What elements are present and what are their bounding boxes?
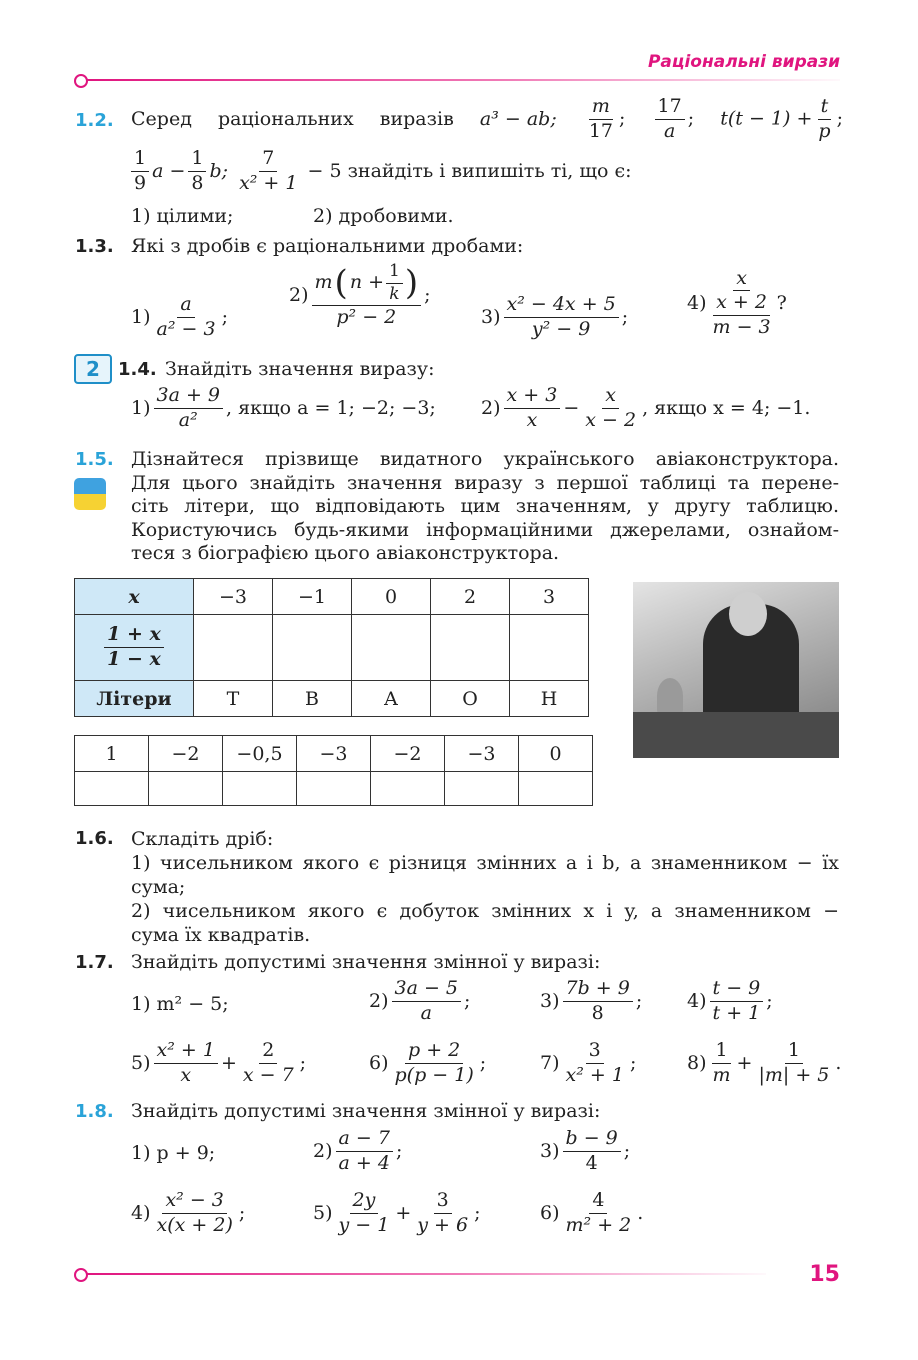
table-cell: Т (194, 681, 273, 717)
item: 1) 3a + 9 a² , якщо a = 1; −2; −3; (131, 384, 436, 431)
table-cell (431, 615, 510, 681)
table-cell (297, 772, 371, 806)
exercise-number: 1.8. (75, 1101, 114, 1122)
table-cell: В (273, 681, 352, 717)
fraction: $\frac{x}{x - 2}$ (585, 384, 637, 431)
table-cell: −3 (194, 579, 273, 615)
table-header: $\frac{1 + x}{1 - x}$ (75, 615, 194, 681)
header-line-dot (74, 74, 88, 88)
table-cell (510, 615, 589, 681)
option: 1) цілими; (131, 205, 234, 227)
item: 2) x + 3 x − $\frac{x}{x - 2}$ , якщо x = 4; −1. (481, 384, 811, 431)
expression: a − (152, 160, 186, 183)
table-cell (75, 772, 149, 806)
fraction: x + 3 x (504, 385, 561, 432)
table-cell (371, 772, 445, 806)
fraction: a a² − 3 (156, 293, 216, 340)
table-cell: О (431, 681, 510, 717)
table-header: Літери (75, 681, 194, 717)
expression: t(t − 1) + (720, 107, 813, 130)
item: 1) p + 9; (131, 1142, 216, 1164)
values-table (74, 578, 589, 717)
option: 2) дробовими. (313, 205, 454, 227)
item: 3) x² − 4x + 5 y² − 9 ; (481, 293, 629, 340)
expression: a³ − ab; (479, 108, 557, 131)
item: 3) b − 9 4 ; (540, 1127, 631, 1174)
header-line (86, 79, 840, 81)
table-cell (273, 615, 352, 681)
item: 4) x² − 3 x(x + 2) ; (131, 1189, 246, 1236)
exercise-1-2-line-2 (131, 148, 632, 195)
fraction: x x + 2 m − 3 (712, 267, 771, 338)
table-cell: 0 (519, 736, 593, 772)
item: 2) m ( n + $\frac{1}{k}$ ) p² − 2 ; (289, 261, 431, 329)
table-cell: А (352, 681, 431, 717)
page-number: 15 (809, 1262, 840, 1287)
text: Серед (131, 108, 192, 131)
fraction: x² − 4x + 5 y² − 9 (504, 294, 619, 341)
item: 1) m² − 5; (131, 993, 229, 1015)
fraction: $\frac{1}{8}$ (188, 148, 206, 195)
text: раціональних (218, 108, 354, 131)
table-cell: −3 (297, 736, 371, 772)
item: 6) p + 2 p(p − 1) ; (369, 1039, 487, 1086)
table-cell (194, 615, 273, 681)
table-cell (223, 772, 297, 806)
fraction: m ( n + $\frac{1}{k}$ ) p² − 2 (312, 262, 422, 329)
fraction: $\frac{17}{a}$ (655, 96, 685, 143)
table-cell (445, 772, 519, 806)
exercise-number: 1.2. (75, 110, 114, 131)
item: 8) 1 m + 1 |m| + 5 . (687, 1039, 842, 1086)
table-cell: −0,5 (223, 736, 297, 772)
item: 4) t − 9 t + 1 ; (687, 977, 773, 1024)
item: 4) x x + 2 m − 3 ? (687, 267, 787, 338)
item: 7) 3 x² + 1 ; (540, 1039, 637, 1086)
expression: b; (209, 160, 229, 183)
item: 5) 2y y − 1 + 3 y + 6 ; (313, 1189, 481, 1236)
answer-table (74, 735, 593, 806)
footer-line-dot (74, 1268, 88, 1282)
table-cell: 1 (75, 736, 149, 772)
item: 2) a − 7 a + 4 ; (313, 1127, 403, 1174)
text: виразів (379, 108, 454, 131)
table-cell: 3 (510, 579, 589, 615)
table-cell (519, 772, 593, 806)
exercise-number: 1.3. (75, 236, 114, 257)
table-cell: −3 (445, 736, 519, 772)
ukraine-flag-icon (74, 478, 106, 510)
fraction: 7 x² + 1 (239, 147, 298, 194)
section-title: Раціональні вирази (647, 52, 840, 72)
exercise-number: 1.6. (75, 828, 114, 849)
table-cell: Н (510, 681, 589, 717)
portrait-photo (633, 582, 839, 758)
exercise-text: Знайдіть допустимі значення змінної у виразі: (131, 951, 601, 973)
item: 2) 3a − 5 a ; (369, 977, 471, 1024)
exercise-1-2-line-1: Серед раціональних виразів a³ − ab; $\frac{m}{17}$ ; $\frac{17}{a}$ ; t(t − 1) + $\frac{t}{p}$ ; (131, 95, 843, 142)
exercise-text: Дізнайтеся прізвище видатного українського авіаконструктора. Для цього знайдіть значення виразу з першої таблиці та перене- сіть літери, що відповідають цим значенням, у другу таблицю. Користуючись будь-якими інформаційними джерелами, ознайом- теся з біографією цього авіаконструктора. (131, 448, 839, 564)
level-badge: 2 (74, 354, 112, 384)
item: 6) 4 m² + 2 . (540, 1189, 644, 1236)
table-cell: −2 (371, 736, 445, 772)
text: − 5 знайдіть і випишіть ті, що є: (307, 160, 632, 183)
exercise-number: 1.5. (75, 449, 114, 470)
fraction: $\frac{m}{17}$ (588, 95, 614, 142)
exercise-text: Складіть дріб: 1) чисельником якого є різниця змінних a і b, а знаменником − їх сума; 2) чисельником якого є добуток змінних x і y, а знаменником − сума їх квадратів. (131, 828, 839, 946)
exercise-number: 1.7. (75, 952, 114, 973)
item: 5) x² + 1 x + 2 x − 7 ; (131, 1039, 307, 1086)
exercise-number: 1.4. (118, 359, 157, 380)
item: 1) a a² − 3 ; (131, 293, 228, 340)
table-cell (149, 772, 223, 806)
table-cell: −1 (273, 579, 352, 615)
footer-line (86, 1273, 766, 1275)
table-header: x (128, 585, 140, 608)
table-cell: 2 (431, 579, 510, 615)
exercise-text: Знайдіть значення виразу: (165, 358, 435, 380)
table-cell (352, 615, 431, 681)
fraction: 3a + 9 a² (154, 385, 224, 432)
table-cell: −2 (149, 736, 223, 772)
exercise-text: Знайдіть допустимі значення змінної у виразі: (131, 1100, 601, 1122)
fraction: 1 9 (131, 148, 149, 195)
item: 3) 7b + 9 8 ; (540, 977, 643, 1024)
exercise-text: Які з дробів є раціональними дробами: (131, 235, 524, 257)
table-cell: 0 (352, 579, 431, 615)
fraction: $\frac{t}{p}$ (818, 95, 831, 142)
